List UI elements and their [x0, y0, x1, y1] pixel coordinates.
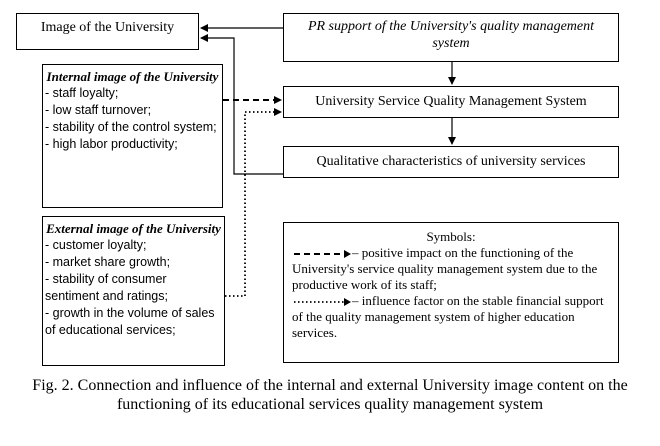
internal-image-box [42, 64, 223, 208]
external-image-list [45, 237, 222, 339]
internal-image-title: Internal image of the University [46, 69, 219, 84]
qualitative-characteristics-box [283, 146, 619, 178]
list-item: - market share growth; [45, 255, 171, 269]
symbols-legend-box [283, 222, 619, 363]
qms-title: University Service Quality Management System [315, 94, 587, 109]
image-of-university-title: Image of the University [40, 20, 175, 35]
external-image-title: External image of the University [46, 221, 221, 236]
qualitative-characteristics-title: Qualitative characteristics of university services [316, 154, 586, 169]
list-item: - stability of consumer sentiment and ratings; [45, 272, 168, 303]
dotted-arrow-symbol [292, 297, 352, 307]
symbols-dashed-text: – positive impact on the functioning of the University's service quality management system due to the productive work of its staff; [292, 245, 598, 292]
image-of-university-box [16, 13, 199, 50]
list-item: - growth in the volume of sales of educational services; [45, 306, 215, 337]
list-item: - high labor productivity; [45, 137, 178, 151]
external-image-box [42, 216, 225, 366]
symbols-dotted-text: – influence factor on the stable financial support of the quality management system of higher education services. [292, 293, 604, 340]
list-item: - staff loyalty; [45, 86, 119, 100]
symbols-dashed-entry [292, 245, 610, 293]
qms-box [283, 86, 619, 118]
pr-support-box [283, 13, 619, 62]
list-item: - customer loyalty; [45, 238, 147, 252]
pr-support-title: PR support of the University's quality management system [307, 19, 595, 51]
symbols-title: Symbols: [426, 229, 476, 244]
list-item: - stability of the control system; [45, 120, 217, 134]
symbols-dotted-entry [292, 293, 610, 341]
figure-caption: Fig. 2. Connection and influence of the internal and external University image content on the functioning of its educational services quality management system [32, 377, 628, 413]
dashed-arrow-symbol [292, 249, 352, 259]
list-item: - low staff turnover; [45, 103, 152, 117]
internal-image-list [45, 85, 220, 153]
